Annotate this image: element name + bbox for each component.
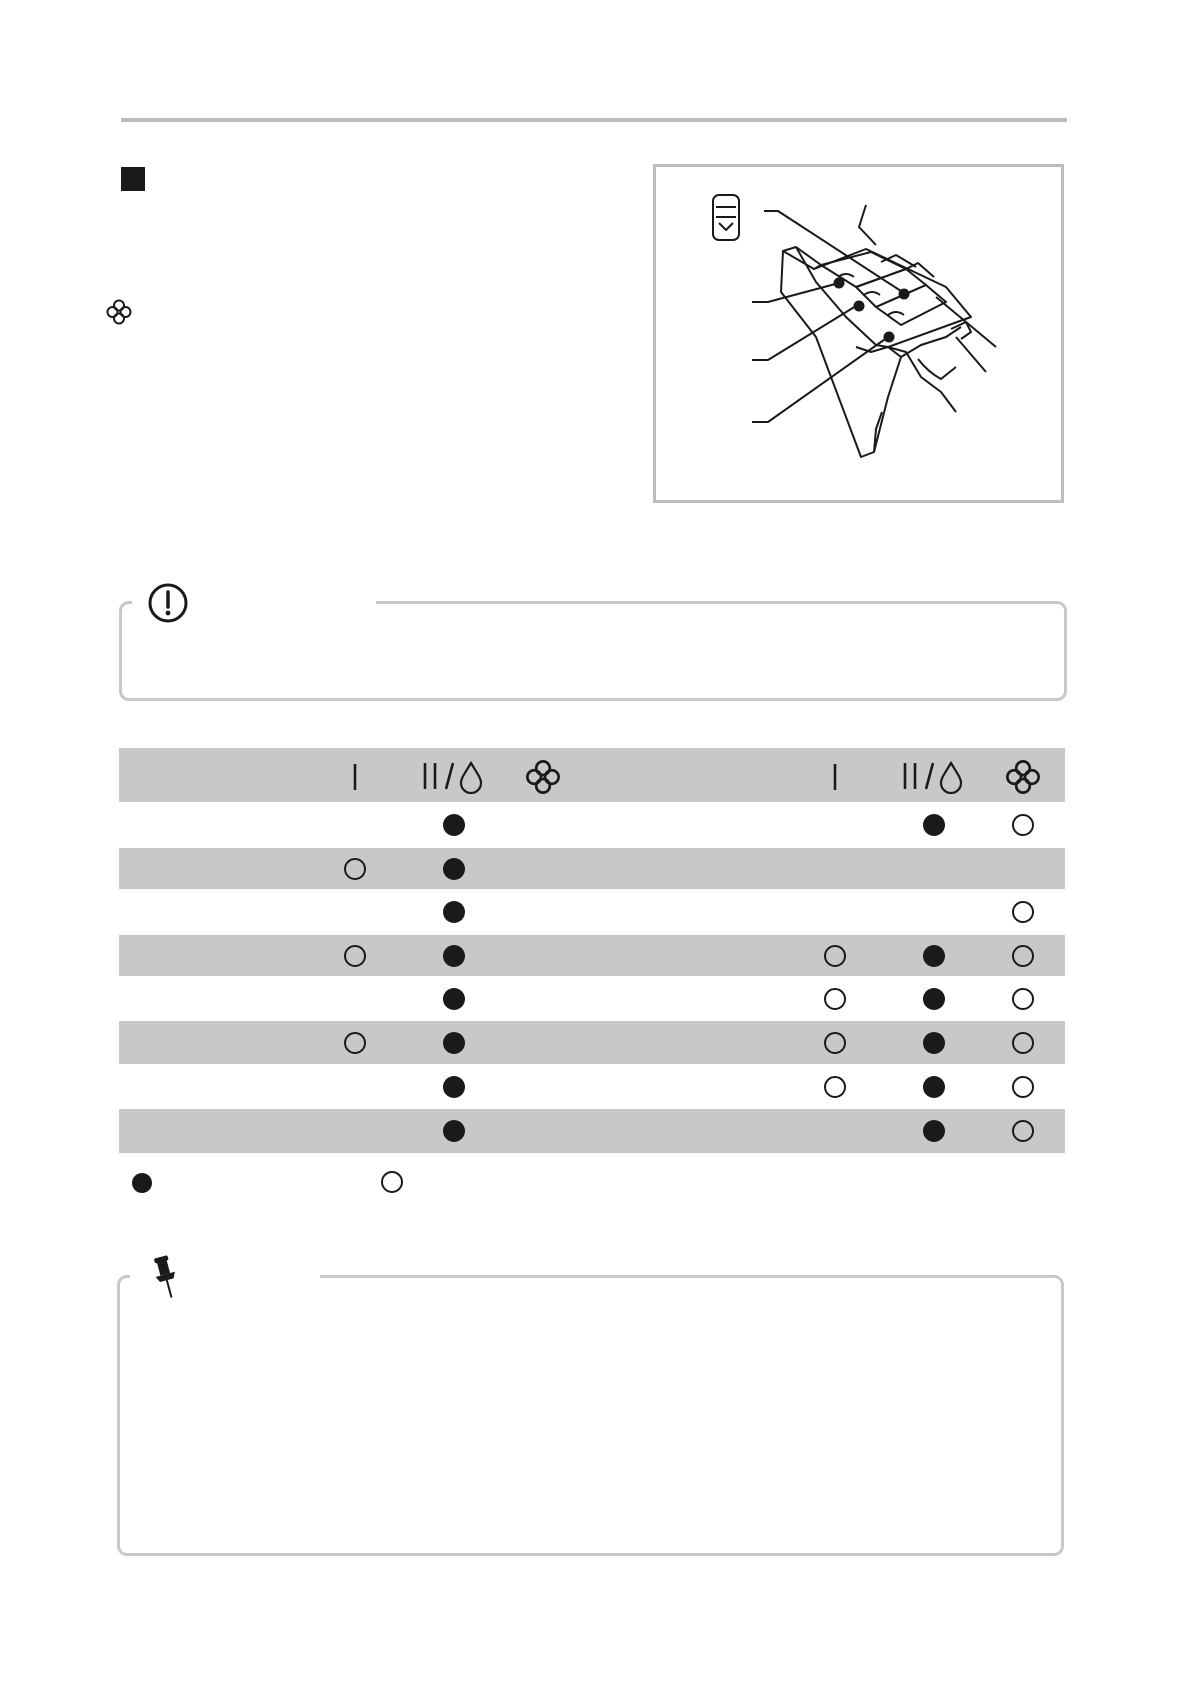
table-row — [119, 935, 1065, 976]
softener-flower-icon — [1004, 758, 1042, 796]
empty-circle-icon — [1012, 814, 1034, 836]
empty-circle-icon — [824, 988, 846, 1010]
compartment-II-liquid-icon — [899, 759, 969, 795]
filled-circle-icon — [923, 1120, 945, 1142]
empty-circle-icon — [381, 1171, 403, 1193]
softener-flower-icon — [524, 758, 562, 796]
compartment-I-icon — [830, 761, 840, 793]
empty-circle-icon — [1012, 1032, 1034, 1054]
table-row — [119, 1021, 1065, 1064]
detergent-drawer-illustration — [656, 167, 1061, 500]
table-row — [119, 848, 1065, 889]
table-row — [119, 1109, 1065, 1153]
filled-circle-icon — [443, 1076, 465, 1098]
table-row — [119, 802, 1065, 848]
compartment-II-liquid-icon — [419, 759, 489, 795]
table-row — [119, 889, 1065, 935]
top-rule — [121, 118, 1067, 122]
dispenser-drawer-icon — [713, 195, 739, 240]
empty-circle-icon — [1012, 1076, 1034, 1098]
flower-softener-icon — [105, 298, 133, 326]
filled-circle-icon — [443, 1032, 465, 1054]
filled-circle-icon — [923, 1032, 945, 1054]
compartment-I-icon — [350, 761, 360, 793]
table-row — [119, 1064, 1065, 1109]
filled-circle-icon — [443, 814, 465, 836]
empty-circle-icon — [1012, 988, 1034, 1010]
filled-circle-icon — [923, 1076, 945, 1098]
pushpin-icon — [150, 1254, 184, 1300]
filled-circle-icon — [443, 1120, 465, 1142]
empty-circle-icon — [1012, 1120, 1034, 1142]
empty-circle-icon — [344, 858, 366, 880]
filled-circle-icon — [443, 858, 465, 880]
empty-circle-icon — [344, 1032, 366, 1054]
filled-circle-icon — [923, 988, 945, 1010]
empty-circle-icon — [1012, 901, 1034, 923]
empty-circle-icon — [824, 945, 846, 967]
filled-circle-icon — [443, 901, 465, 923]
empty-circle-icon — [824, 1076, 846, 1098]
compartment-usage-table — [119, 748, 1065, 1153]
warning-box — [119, 601, 1067, 701]
filled-circle-icon — [443, 988, 465, 1010]
filled-circle-icon — [132, 1173, 152, 1193]
exclamation-circle-icon — [146, 581, 190, 625]
filled-square-icon — [121, 167, 145, 191]
empty-circle-icon — [344, 945, 366, 967]
table-row — [119, 976, 1065, 1021]
empty-circle-icon — [824, 1032, 846, 1054]
filled-circle-icon — [443, 945, 465, 967]
note-box — [117, 1275, 1064, 1556]
figure-box — [653, 164, 1064, 503]
table-header — [119, 748, 1065, 802]
filled-circle-icon — [923, 814, 945, 836]
empty-circle-icon — [1012, 945, 1034, 967]
filled-circle-icon — [923, 945, 945, 967]
